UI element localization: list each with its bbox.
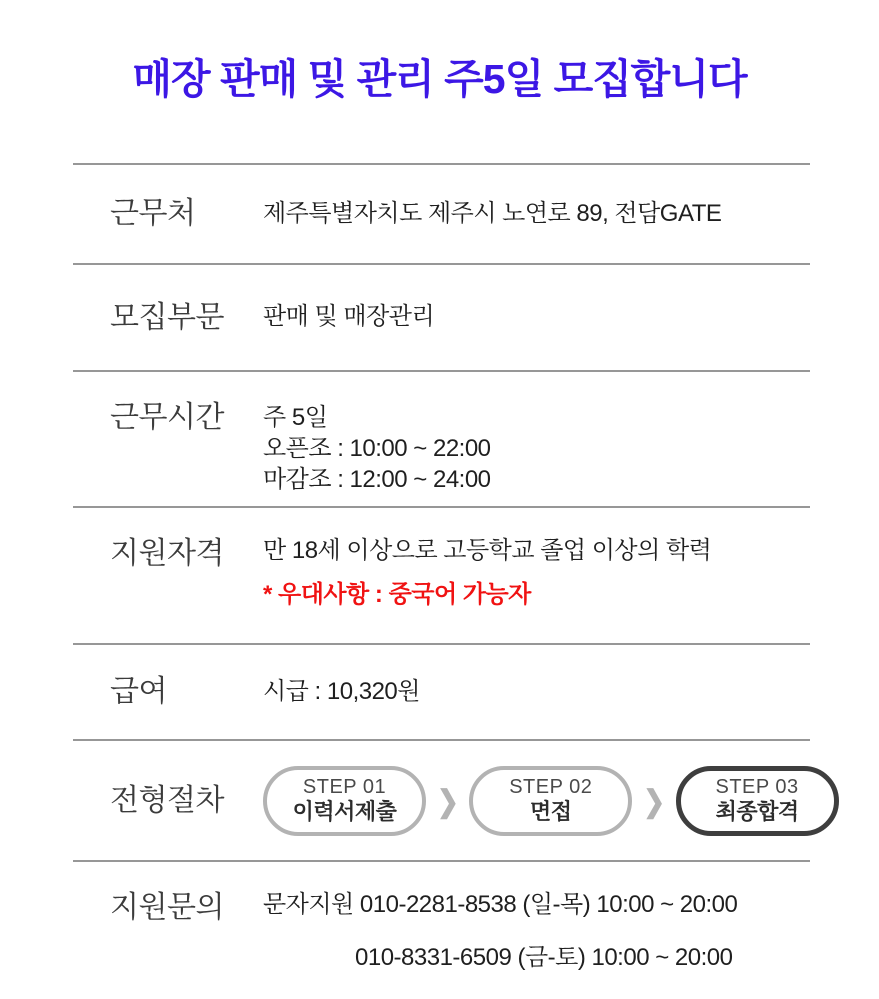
hours-line-3: 마감조 : 12:00 ~ 24:00 xyxy=(263,466,491,493)
step-name: 최종합격 xyxy=(715,798,799,824)
table-row-qualifications xyxy=(73,506,810,643)
row-value: 시급 : 10,320원 xyxy=(263,677,420,705)
info-table xyxy=(73,163,810,999)
chevron-right-icon: ❯ xyxy=(643,783,665,818)
step-pill-2 xyxy=(469,766,632,836)
table-row-position xyxy=(73,263,810,370)
hours-line-2: 오픈조 : 10:00 ~ 22:00 xyxy=(263,435,491,462)
step-number: STEP 01 xyxy=(302,775,387,798)
row-label: 지원문의 xyxy=(110,891,224,924)
row-label: 전형절차 xyxy=(110,783,224,817)
step-number: STEP 02 xyxy=(509,775,593,798)
row-value xyxy=(263,892,810,972)
table-row-workplace xyxy=(73,163,810,263)
step-name: 면접 xyxy=(530,798,572,824)
process-steps xyxy=(263,766,839,836)
table-row-hours xyxy=(73,370,810,506)
step-pill-3-final xyxy=(676,766,839,836)
hours-line-1: 주 5일 xyxy=(263,404,328,431)
row-value xyxy=(263,402,810,495)
qualification-text: 만 18세 이상으로 고등학교 졸업 이상의 학력 xyxy=(263,537,712,564)
row-label: 근무처 xyxy=(110,197,196,231)
row-value xyxy=(263,538,810,609)
table-row-process xyxy=(73,739,810,860)
row-label: 급여 xyxy=(110,675,167,709)
page-title: 매장 판매 및 관리 주5일 모집합니다 xyxy=(132,56,747,102)
steps-container xyxy=(263,766,839,836)
contact-line-2: 010-8331-6509 (금-토) 10:00 ~ 20:00 xyxy=(355,944,733,972)
preferred-qualification-text: * 우대사항 : 중국어 가능자 xyxy=(263,581,531,609)
step-pill-1 xyxy=(263,766,426,836)
table-row-pay xyxy=(73,643,810,739)
row-label: 모집부문 xyxy=(110,300,224,334)
row-value: 제주특별자치도 제주시 노연로 89, 전담GATE xyxy=(263,199,722,227)
step-name: 이력서제출 xyxy=(292,798,397,824)
contact-line-1: 문자지원 010-2281-8538 (일-목) 10:00 ~ 20:00 xyxy=(263,891,738,918)
step-number: STEP 03 xyxy=(715,775,799,798)
row-label: 근무시간 xyxy=(110,401,224,434)
row-value: 판매 및 매장관리 xyxy=(263,303,435,331)
row-label: 지원자격 xyxy=(110,537,224,570)
table-row-contact xyxy=(73,860,810,999)
chevron-right-icon: ❯ xyxy=(437,783,459,818)
